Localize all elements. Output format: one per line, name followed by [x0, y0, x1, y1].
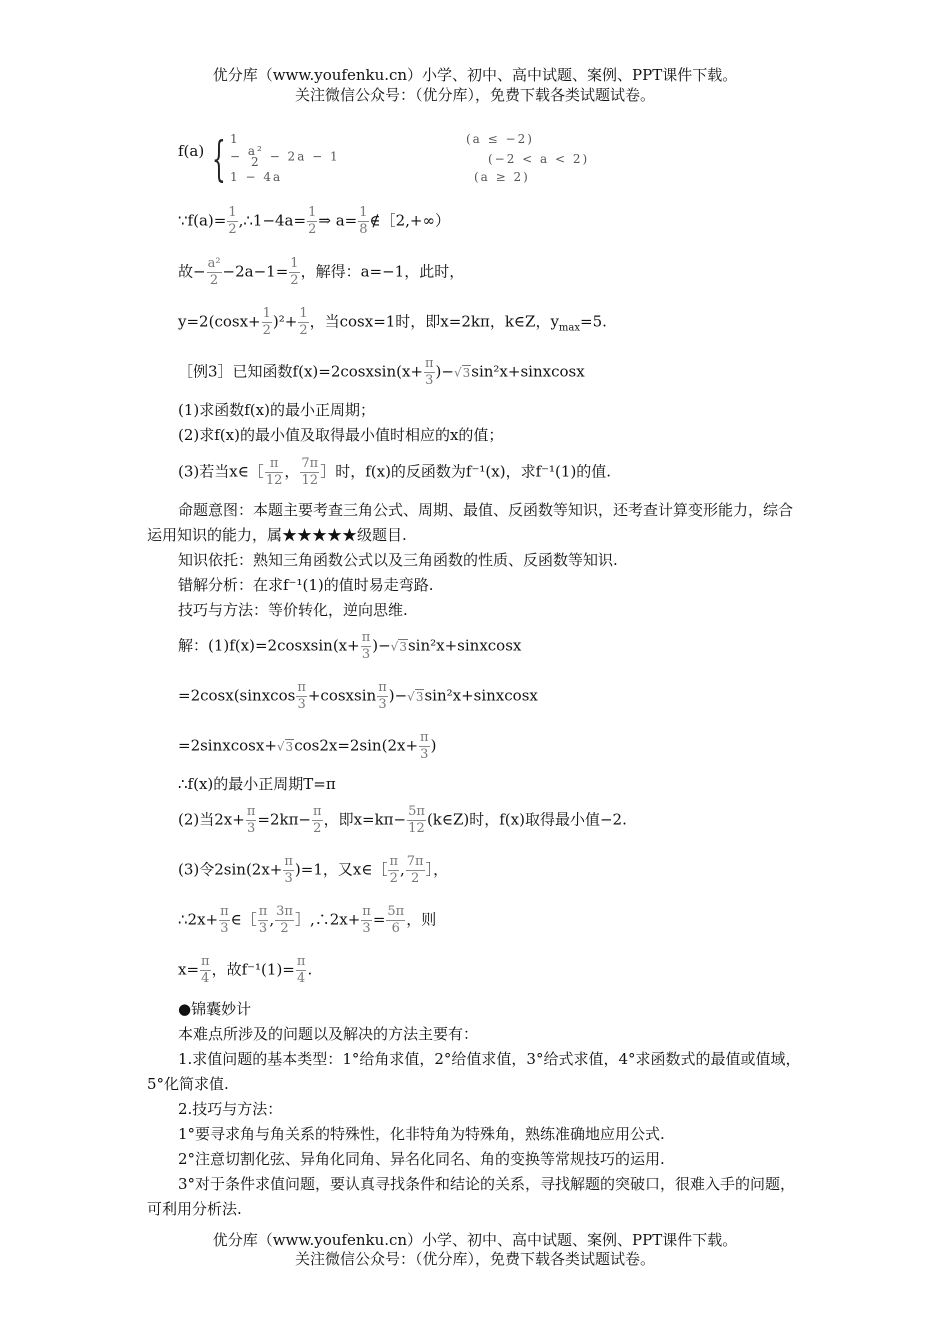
solution-step-2	[178, 680, 538, 713]
text: ∵f(a)=	[178, 211, 227, 230]
numerator: 5π	[408, 804, 425, 819]
text: (3)令2sin(2x+	[178, 860, 283, 879]
denominator: 2	[290, 273, 299, 288]
piecewise-row-3: 1 − 4a	[230, 170, 283, 184]
fraction	[312, 804, 323, 837]
text: ,	[400, 860, 405, 879]
text: ，	[284, 462, 300, 481]
text: =	[372, 910, 386, 929]
tip-2-3: 3°对于条件求值问题，要认真寻找条件和结论的关系，寻找解题的突破口，很难入手的问题，可利用分析法.	[147, 1175, 796, 1218]
fraction	[386, 904, 405, 937]
text: )−	[435, 362, 454, 381]
tips-title: ●锦囊妙计	[178, 1000, 252, 1018]
piecewise-cond-2: (−2 < a < 2)	[488, 152, 590, 166]
denominator: 2	[389, 871, 398, 886]
piecewise-row-2-sign: −	[230, 149, 243, 164]
text: ，当cosx=1时，即x=2kπ，k∈Z，y	[309, 312, 559, 331]
fraction	[207, 256, 222, 289]
text: =2kπ−	[257, 810, 312, 829]
denominator: 2	[411, 871, 420, 886]
text: sin²x+sinxcosx	[407, 636, 522, 655]
fraction	[275, 904, 294, 937]
text: (k∈Z)时，f(x)取得最小值−2.	[426, 810, 627, 829]
numerator: π	[297, 680, 306, 695]
solution-part-3-a	[178, 854, 448, 887]
denominator: 3	[425, 373, 434, 388]
numerator: π	[265, 456, 284, 473]
denominator: 3	[220, 921, 229, 936]
text: x=	[178, 960, 200, 979]
fraction	[262, 306, 272, 339]
denominator: 2	[299, 323, 308, 338]
footer-line-1: 优分库（www.youfenku.cn）小学、初中、高中试题、案例、PPT课件下载。	[212, 1231, 738, 1249]
fraction	[361, 630, 372, 663]
numerator: π	[296, 954, 306, 969]
text: )=1，又x∈［	[294, 860, 388, 879]
piecewise-cond-1: (a ≤ −2)	[466, 132, 534, 146]
solution-step-3	[178, 730, 436, 763]
text: ］,∴2x+	[294, 910, 361, 929]
numerator: π	[313, 804, 322, 819]
piecewise-row-1: 1	[230, 132, 240, 146]
numerator: π	[220, 904, 229, 919]
piecewise-name: f(a)	[178, 142, 205, 160]
text: ∴2x+	[178, 910, 219, 929]
technique-line: 技巧与方法：等价转化，逆向思维.	[178, 601, 408, 619]
text: ,∴1−4a=	[238, 211, 307, 230]
basis-line: 知识依托：熟知三角函数公式以及三角函数的性质、反函数等知识.	[178, 551, 618, 569]
footer-line-2: 关注微信公众号：（优分库），免费下载各类试题试卷。	[294, 1250, 655, 1268]
numerator: 7π	[301, 456, 319, 471]
denominator: 12	[408, 821, 425, 836]
tips-intro: 本难点所涉及的问题以及解决的方法主要有：	[178, 1025, 479, 1043]
fraction	[307, 205, 317, 238]
solution-part-3-b	[178, 904, 436, 937]
fraction	[200, 954, 211, 987]
sqrt-icon: √3	[276, 739, 294, 754]
subscript: max	[558, 322, 581, 334]
denominator: 2	[262, 323, 271, 338]
numerator: 3π	[276, 904, 293, 919]
piecewise-row-2-rest: − 2a − 1	[269, 149, 340, 164]
sqrt-radicand: 3	[399, 639, 407, 654]
sqrt-icon: √3	[453, 365, 471, 380]
text: =2cosx(sinxcos	[178, 686, 296, 705]
line-y-max	[178, 306, 607, 340]
fraction	[407, 804, 426, 837]
numerator: π	[258, 904, 268, 919]
fraction	[361, 904, 372, 937]
piecewise-function	[178, 130, 698, 190]
denominator: 8	[359, 222, 368, 237]
line-fa-half	[178, 205, 450, 238]
sqrt-icon: √3	[407, 689, 424, 704]
denominator: 4	[297, 971, 306, 986]
fraction	[283, 854, 294, 887]
denominator: 6	[391, 921, 400, 936]
text: .	[307, 960, 313, 979]
example-3-statement	[178, 356, 585, 389]
numerator: 1	[290, 256, 299, 271]
intent-paragraph: 命题意图：本题主要考查三角公式、周期、最值、反函数等知识，还考查计算变形能力，综合运用知识的能力，属★★★★★级题目.	[147, 501, 794, 544]
numerator: π	[389, 854, 398, 869]
denominator: 2	[209, 273, 219, 288]
solution-step-1	[178, 630, 521, 663]
sqrt-icon: √3	[390, 639, 407, 654]
text: )−	[372, 636, 391, 655]
numerator: π	[425, 356, 434, 371]
text: ，即x=kπ−	[323, 810, 407, 829]
text: ∉［2,+∞）	[369, 211, 450, 230]
text: ，故f⁻¹(1)=	[211, 960, 295, 979]
text: ,	[269, 910, 275, 929]
fraction	[358, 205, 368, 238]
numerator: 1	[359, 205, 368, 220]
text: sin²x+sinxcosx	[424, 686, 538, 705]
header-line-2: 关注微信公众号：（优分库），免费下载各类试题试卷。	[294, 86, 655, 104]
numerator: π	[284, 854, 293, 869]
fraction	[406, 854, 425, 887]
denominator: 3	[362, 921, 371, 936]
tip-2-2: 2°注意切割化弦、异角化同角、异名化同名、角的变换等常规技巧的运用.	[178, 1150, 665, 1168]
fraction	[419, 730, 430, 763]
piecewise-row-2	[230, 146, 340, 168]
fraction	[227, 205, 237, 238]
fraction	[289, 256, 299, 289]
denominator: 3	[420, 747, 429, 762]
text: ⇒ a=	[318, 211, 358, 230]
denominator: 2	[280, 921, 289, 936]
denominator: 2	[313, 821, 322, 836]
fraction	[388, 854, 399, 887]
numerator: π	[420, 730, 429, 745]
solution-part-2	[178, 804, 627, 837]
fraction	[300, 456, 319, 489]
text: ］，	[425, 860, 449, 879]
denominator: 3	[246, 821, 256, 836]
denominator: 3	[297, 697, 306, 712]
fraction	[296, 680, 307, 713]
text: =5.	[580, 312, 607, 331]
text: 故−	[178, 262, 206, 281]
tip-2: 2.技巧与方法：	[178, 1100, 283, 1118]
numerator: π	[246, 804, 256, 819]
question-1: (1)求函数f(x)的最小正周期；	[178, 401, 375, 419]
header-line-1: 优分库（www.youfenku.cn）小学、初中、高中试题、案例、PPT课件下载。	[212, 66, 738, 84]
numerator: 5π	[387, 904, 405, 919]
error-analysis-line: 错解分析：在求f⁻¹(1)的值时易走弯路.	[178, 576, 434, 594]
text: ］时，f(x)的反函数为f⁻¹(x)，求f⁻¹(1)的值.	[320, 462, 612, 481]
text: cos2x=2sin(2x+	[294, 736, 419, 755]
text: ∈［	[230, 910, 257, 929]
sqrt-radicand: 3	[462, 365, 471, 380]
line-solve-a	[178, 256, 464, 289]
question-2: (2)求f(x)的最小值及取得最小值时相应的x的值；	[178, 426, 504, 444]
numerator: π	[378, 680, 387, 695]
numerator: π	[361, 630, 371, 645]
solution-part-3-c	[178, 954, 312, 987]
text: +cosxsin	[307, 686, 377, 705]
question-3	[178, 456, 611, 489]
text: (2)当2x+	[178, 810, 245, 829]
fraction	[219, 904, 230, 937]
fraction	[298, 306, 308, 339]
denominator: 3	[378, 697, 387, 712]
numerator: π	[362, 904, 371, 919]
text: 解：(1)f(x)=2cosxsin(x+	[178, 636, 360, 655]
sqrt-radicand: 3	[415, 689, 424, 704]
tip-2-1: 1°要寻求角与角关系的特殊性，化非特角为特殊角，熟练准确地应用公式.	[178, 1125, 665, 1143]
denominator: 3	[361, 647, 371, 662]
fraction	[246, 804, 257, 837]
numerator: 7π	[406, 854, 424, 869]
numerator: 1	[299, 306, 308, 321]
text: (3)若当x∈［	[178, 462, 264, 481]
denominator: 12	[301, 473, 319, 488]
denominator: 3	[258, 921, 268, 936]
numerator: 1	[308, 205, 317, 220]
numerator: 1	[262, 306, 271, 321]
numerator: π	[201, 954, 210, 969]
text: sin²x+sinxcosx	[471, 362, 585, 381]
denominator: 2	[308, 222, 317, 237]
denominator: 3	[284, 871, 293, 886]
fraction	[265, 456, 284, 489]
fraction	[296, 954, 307, 987]
numerator: a²	[207, 256, 221, 271]
piecewise-row-2-den: 2	[251, 155, 261, 169]
numerator: 1	[228, 205, 237, 220]
text: ［例3］已知函数f(x)=2cosxsin(x+	[178, 362, 423, 381]
text: −2a−1=	[222, 262, 289, 281]
text: )−	[388, 686, 408, 705]
tip-1: 1.求值问题的基本类型：1°给角求值，2°给值求值，3°给式求值，4°求函数式的最值或值域，5°化简求值.	[147, 1050, 801, 1093]
text: )²+	[272, 312, 298, 331]
text: y=2(cosx+	[178, 312, 261, 331]
denominator: 4	[201, 971, 210, 986]
solution-period: ∴f(x)的最小正周期T=π	[178, 775, 336, 793]
fraction	[258, 904, 269, 937]
text: ，则	[406, 910, 437, 929]
text: )	[430, 736, 437, 755]
fraction	[377, 680, 388, 713]
piecewise-cond-3: (a ≥ 2)	[474, 170, 530, 184]
left-brace-icon: {	[212, 131, 226, 187]
text: ，解得：a=−1，此时，	[300, 262, 465, 281]
denominator: 2	[228, 222, 237, 237]
fraction	[424, 356, 435, 389]
denominator: 12	[265, 473, 283, 488]
text: =2sinxcosx+	[178, 736, 277, 755]
piecewise-row-2-num: a²	[247, 144, 264, 158]
sqrt-radicand: 3	[285, 739, 294, 754]
